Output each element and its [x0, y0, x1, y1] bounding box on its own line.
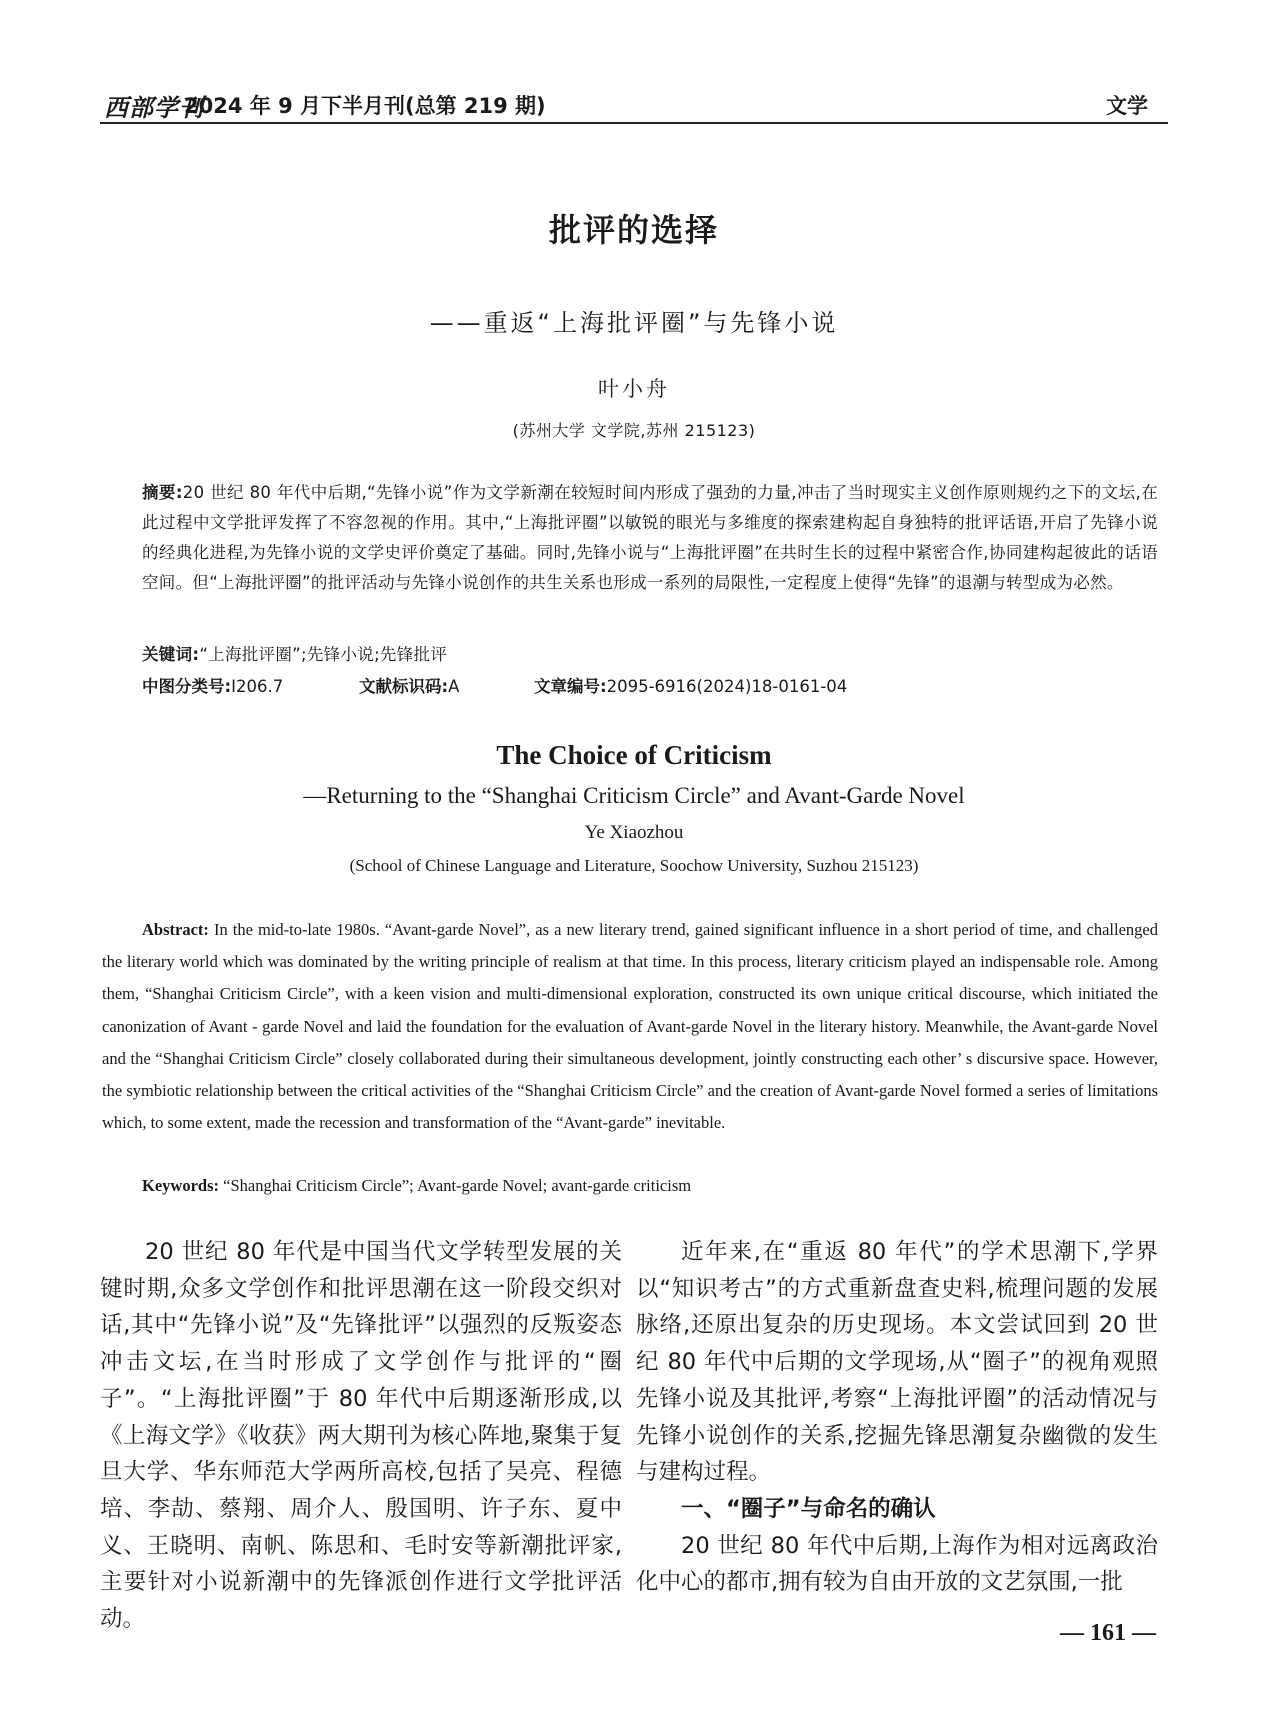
- body-paragraph: 近年来,在“重返 80 年代”的学术思潮下,学界以“知识考古”的方式重新盘查史料,梳理问题的发展脉络,还原出复杂的历史现场。本文尝试回到 20 世纪 80 年代中后期的文学现场,从“圈子”的视角观照先锋小说及其批评,考察“上海批评圈”的活动情况与先锋小说创作的关系,挖掘先锋思潮复杂幽微的发生与建构过程。: [636, 1239, 1158, 1486]
- affiliation-en: (School of Chinese Language and Literature, Soochow University, Suzhou 215123): [349, 856, 919, 875]
- abstract-text-cn: 20 世纪 80 年代中后期,“先锋小说”作为文学新潮在较短时间内形成了强劲的力量,冲击了当时现实主义创作原则规约之下的文坛,在此过程中文学批评发挥了不容忽视的作用。其中,“上海批评圈”以敏锐的眼光与多维度的探索建构起自身独特的批评话语,开启了先锋小说的经典化进程,为先锋小说的文学史评价奠定了基础。同时,先锋小说与“上海批评圈”在共时生长的过程中紧密合作,协同建构起彼此的话语空间。但“上海批评圈”的批评活动与先锋小说创作的共生关系也形成一系列的局限性,一定程度上使得“先锋”的退潮与转型成为必然。: [142, 483, 1158, 592]
- classification-meta: [142, 672, 1158, 702]
- abstract-cn: [142, 478, 1158, 598]
- abstract-label-cn: 摘要:: [142, 483, 183, 502]
- affiliation-cn: (苏州大学 文学院,苏州 215123): [512, 421, 756, 440]
- keywords-cn: [142, 640, 1158, 670]
- document-code-value: A: [448, 677, 460, 696]
- body-column-right: [636, 1234, 1158, 1601]
- header-divider: [100, 122, 1168, 124]
- keywords-text-en: “Shanghai Criticism Circle”; Avant-garde Novel; avant-garde criticism: [223, 1176, 692, 1195]
- clc-value: I206.7: [231, 677, 284, 696]
- article-title-en: The Choice of Criticism: [496, 740, 772, 770]
- abstract-label-en: Abstract:: [142, 920, 209, 939]
- body-paragraph: 20 世纪 80 年代是中国当代文学转型发展的关键时期,众多文学创作和批评思潮在这一阶段交织对话,其中“先锋小说”及“先锋批评”以强烈的反叛姿态冲击文坛,在当时形成了文学创作与批评的“圈子”。“上海批评圈”于 80 年代中后期逐渐形成,以《上海文学》《收获》两大期刊为核心阵地,聚集于复旦大学、华东师范大学两所高校,包括了吴亮、程德培、李劼、蔡翔、周介人、殷国明、许子东、夏中义、王晓明、南帆、陈思和、毛时安等新潮批评家,主要针对小说新潮中的先锋派创作进行文学批评活动。: [100, 1239, 622, 1633]
- article-subtitle-en: —Returning to the “Shanghai Criticism Circle” and Avant-Garde Novel: [303, 783, 965, 808]
- article-number-label: 文章编号:: [534, 677, 607, 696]
- body-column-left: [100, 1234, 622, 1638]
- article-title-cn: 批评的选择: [548, 211, 719, 249]
- abstract-en: [102, 914, 1158, 1139]
- journal-logo: 西部学刊: [104, 94, 204, 122]
- body-paragraph: 20 世纪 80 年代中后期,上海作为相对远离政治化中心的都市,拥有较为自由开放的文艺氛围,一批: [636, 1532, 1158, 1596]
- keywords-en: [102, 1170, 1158, 1202]
- abstract-text-en: In the mid-to-late 1980s. “Avant-garde Novel”, as a new literary trend, gained significant influence in a short period of time, and challenged the literary world which was dominated by the writing principle of realism at that time. In this process, literary criticism played an indispensable role. Among them, “Shanghai Criticism Circle”, with a keen vision and multi-dimensional exploration, constructed its own unique critical discourse, which initiated the canonization of Avant - garde Novel and laid the foundation for the evaluation of Avant-garde Novel in the literary history. Meanwhile, the Avant-garde Novel and the “Shanghai Criticism Circle” closely collaborated during their simultaneous development, jointly constructing each other’ s discursive space. However, the symbiotic relationship between the critical activities of the “Shanghai Criticism Circle” and the creation of Avant-garde Novel formed a series of limitations which, to some extent, made the recession and transformation of the “Avant-garde” inevitable.: [102, 920, 1158, 1133]
- journal-issue: 2024 年 9 月下半月刊(总第 219 期): [184, 94, 546, 118]
- journal-section: 文学: [1106, 94, 1148, 118]
- article-number-value: 2095-6916(2024)18-0161-04: [606, 677, 848, 696]
- author-en: Ye Xiaozhou: [584, 822, 684, 843]
- clc-label: 中图分类号:: [142, 677, 232, 696]
- clc-number: [142, 672, 359, 702]
- article-number: [534, 672, 847, 702]
- document-code-label: 文献标识码:: [359, 677, 449, 696]
- keywords-label-en: Keywords:: [142, 1176, 219, 1195]
- document-code: [359, 672, 534, 702]
- page-number: — 161 —: [1060, 1620, 1156, 1646]
- article-subtitle-cn: ——重返“上海批评圈”与先锋小说: [429, 309, 839, 337]
- keywords-label-cn: 关键词:: [142, 645, 200, 664]
- author-cn: 叶小舟: [598, 377, 670, 401]
- keywords-text-cn: “上海批评圈”;先锋小说;先锋批评: [199, 645, 448, 664]
- section-heading: 一、“圈子”与命名的确认: [681, 1495, 936, 1522]
